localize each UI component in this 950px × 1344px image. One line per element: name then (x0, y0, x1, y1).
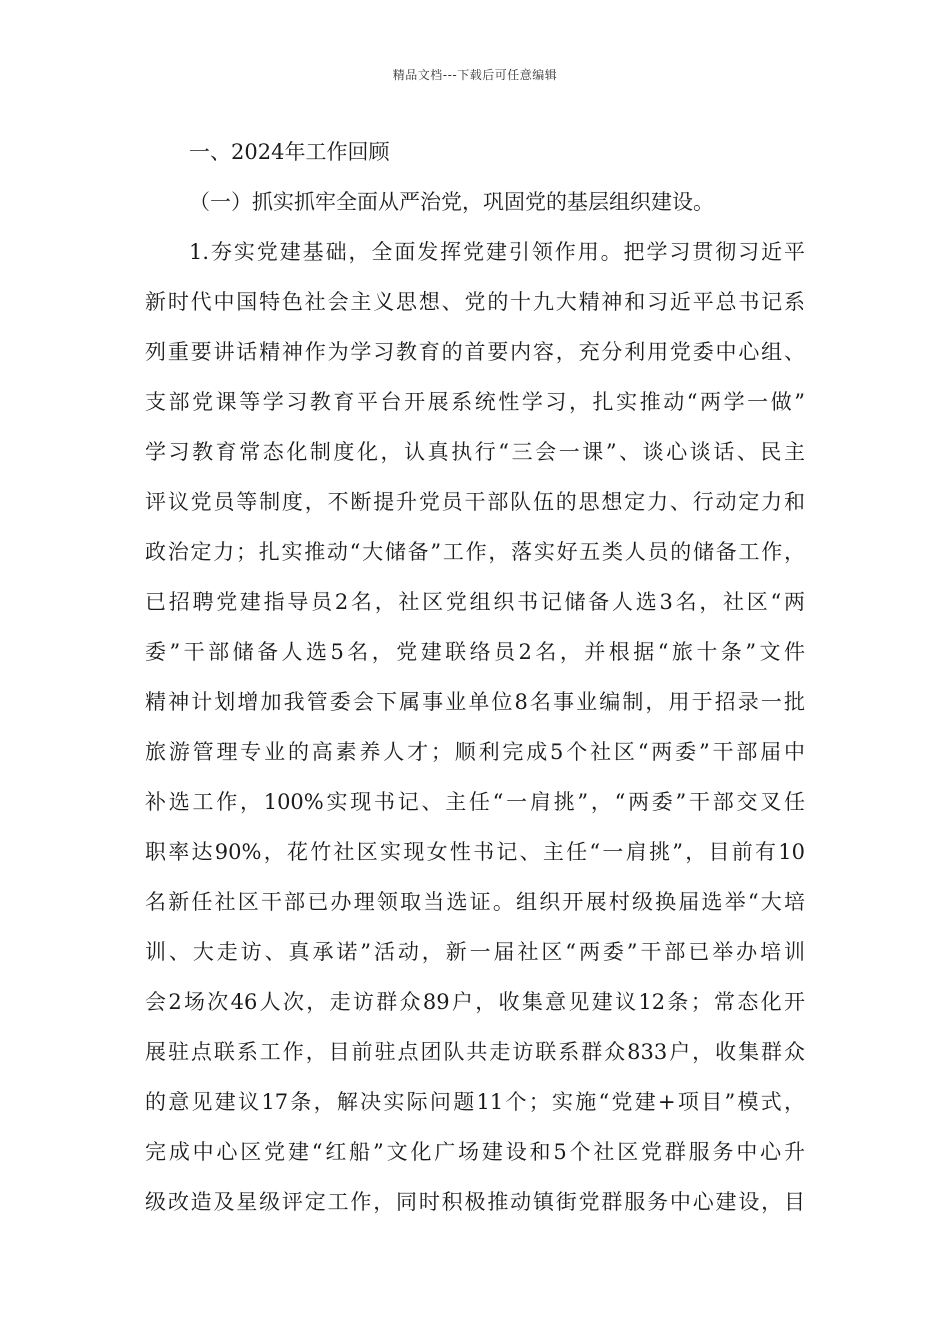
paragraph-line: 1.夯实党建基础，全面发挥党建引领作用。把学习贯彻习近平 (189, 240, 805, 264)
page-header: 精品文档---下载后可任意编辑 (392, 68, 558, 82)
paragraph-line: 旅游管理专业的高素养人才；顺利完成5个社区“两委”干部届中 (145, 740, 805, 764)
paragraph-line: 补选工作，100%实现书记、主任“一肩挑”，“两委”干部交叉任 (145, 790, 805, 814)
paragraph-line: 已招聘党建指导员2名，社区党组织书记储备人选3名，社区“两 (145, 590, 805, 614)
paragraph-line: 政治定力；扎实推动“大储备”工作，落实好五类人员的储备工作， (145, 540, 805, 564)
subsection-title: （一）抓实抓牢全面从严治党，巩固党的基层组织建设。 (189, 190, 714, 214)
paragraph-line: 委”干部储备人选5名，党建联络员2名，并根据“旅十条”文件 (145, 640, 805, 664)
paragraph-line: 名新任社区干部已办理领取当选证。组织开展村级换届选举“大培 (145, 890, 805, 914)
paragraph-line: 支部党课等学习教育平台开展系统性学习，扎实推动“两学一做” (145, 390, 805, 414)
paragraph-line: 职率达90%，花竹社区实现女性书记、主任“一肩挑”，目前有10 (145, 840, 805, 864)
paragraph-line: 学习教育常态化制度化，认真执行“三会一课”、谈心谈话、民主 (145, 440, 805, 464)
paragraph-line: 新时代中国特色社会主义思想、党的十九大精神和习近平总书记系 (145, 290, 805, 314)
paragraph-line: 的意见建议17条，解决实际问题11个；实施“党建+项目”模式， (145, 1090, 805, 1114)
paragraph-line: 训、大走访、真承诺”活动，新一届社区“两委”干部已举办培训 (145, 940, 805, 964)
paragraph-line: 展驻点联系工作，目前驻点团队共走访联系群众833户，收集群众 (145, 1040, 805, 1064)
paragraph-line: 会2场次46人次，走访群众89户，收集意见建议12条；常态化开 (145, 990, 805, 1014)
paragraph-line: 级改造及星级评定工作，同时积极推动镇街党群服务中心建设，目 (145, 1190, 805, 1214)
paragraph-line: 精神计划增加我管委会下属事业单位8名事业编制，用于招录一批 (145, 690, 805, 714)
paragraph-line: 列重要讲话精神作为学习教育的首要内容，充分利用党委中心组、 (145, 340, 805, 364)
section-title: 一、2024年工作回顾 (189, 140, 390, 164)
paragraph-line: 评议党员等制度，不断提升党员干部队伍的思想定力、行动定力和 (145, 490, 805, 514)
paragraph-line: 完成中心区党建“红船”文化广场建设和5个社区党群服务中心升 (145, 1140, 805, 1164)
